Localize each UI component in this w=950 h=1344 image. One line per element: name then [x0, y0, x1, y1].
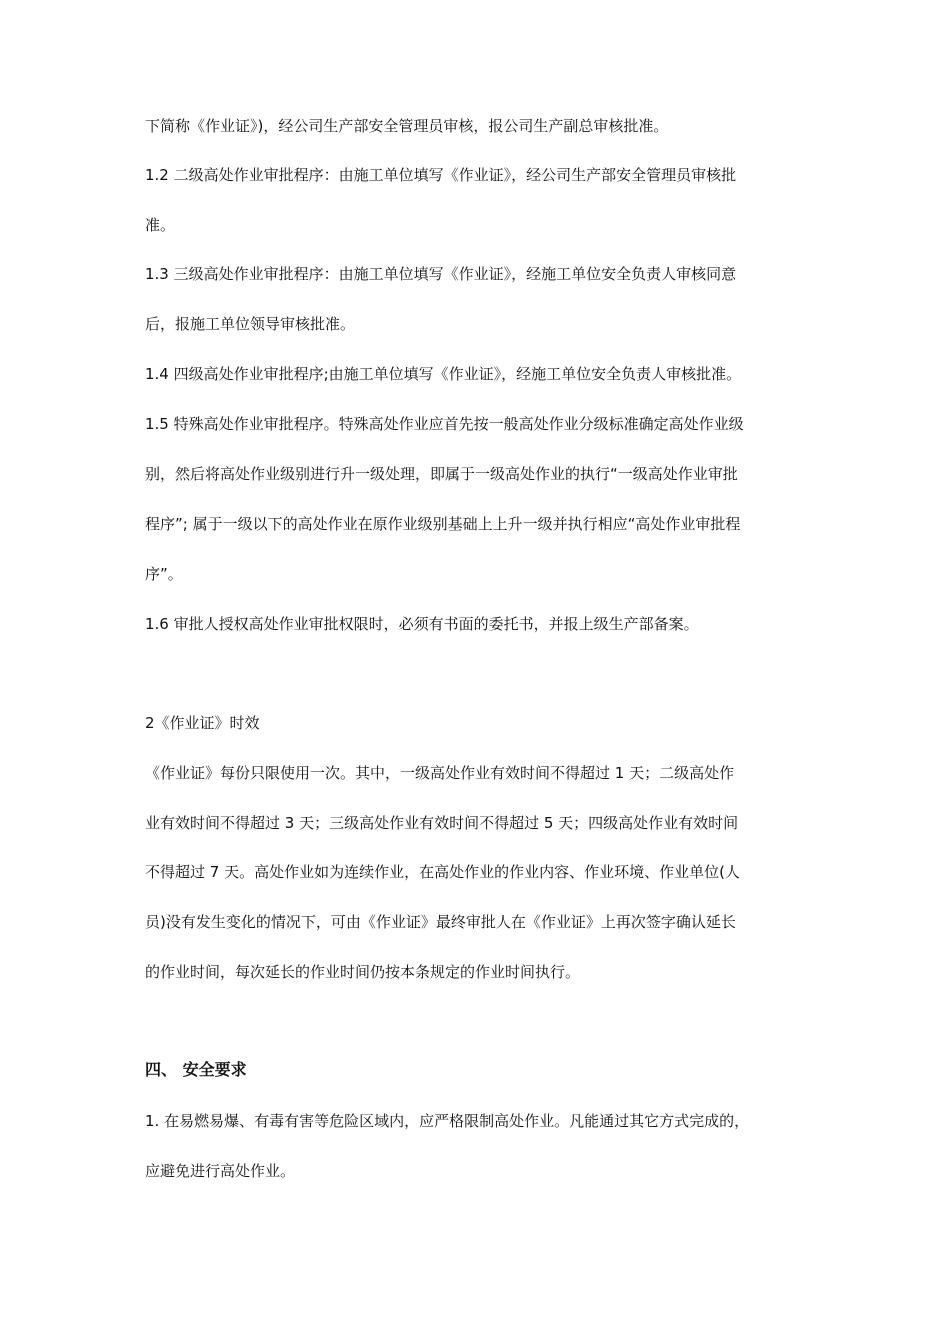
- section-heading: 四、 安全要求: [145, 1060, 247, 1079]
- paragraph-line: 1.4 四级高处作业审批程序;由施工单位填写《作业证》，经施工单位安全负责人审核批准。: [145, 365, 742, 383]
- paragraph-line: 下简称《作业证》)，经公司生产部安全管理员审核，报公司生产副总审核批准。: [145, 117, 669, 135]
- paragraph-line: 《作业证》每份只限使用一次。其中，一级高处作业有效时间不得超过 1 天；二级高处作: [145, 764, 735, 782]
- paragraph-line: 的作业时间，每次延长的作业时间仍按本条规定的作业时间执行。: [145, 963, 581, 981]
- paragraph-line: 不得超过 7 天。高处作业如为连续作业，在高处作业的作业内容、作业环境、作业单位(人: [145, 863, 740, 881]
- paragraph-line: 程序”; 属于一级以下的高处作业在原作业级别基础上上升一级并执行相应“高处作业审批程: [145, 515, 741, 533]
- section-subheading: 2《作业证》时效: [145, 714, 260, 732]
- paragraph-line: 业有效时间不得超过 3 天；三级高处作业有效时间不得超过 5 天；四级高处作业有效时间: [145, 814, 739, 832]
- paragraph-line: 后，报施工单位领导审核批准。: [145, 315, 356, 333]
- paragraph-line: 1.5 特殊高处作业审批程序。特殊高处作业应首先按一般高处作业分级标准确定高处作业级: [145, 415, 744, 433]
- paragraph-line: 1.3 三级高处作业审批程序：由施工单位填写《作业证》，经施工单位安全负责人审核同意: [145, 265, 737, 283]
- paragraph-line: 序”。: [145, 565, 183, 583]
- paragraph-line: 别，然后将高处作业级别进行升一级处理，即属于一级高处作业的执行“一级高处作业审批: [145, 465, 738, 483]
- paragraph-line: 应避免进行高处作业。: [145, 1162, 296, 1180]
- paragraph-line: 1. 在易燃易爆、有毒有害等危险区域内，应严格限制高处作业。凡能通过其它方式完成的，: [145, 1112, 750, 1130]
- paragraph-line: 1.2 二级高处作业审批程序：由施工单位填写《作业证》，经公司生产部安全管理员审核批: [145, 166, 737, 184]
- paragraph-line: 员)没有发生变化的情况下，可由《作业证》最终审批人在《作业证》上再次签字确认延长: [145, 913, 736, 931]
- paragraph-line: 1.6 审批人授权高处作业审批权限时，必须有书面的委托书，并报上级生产部备案。: [145, 615, 699, 633]
- paragraph-line: 准。: [145, 216, 176, 234]
